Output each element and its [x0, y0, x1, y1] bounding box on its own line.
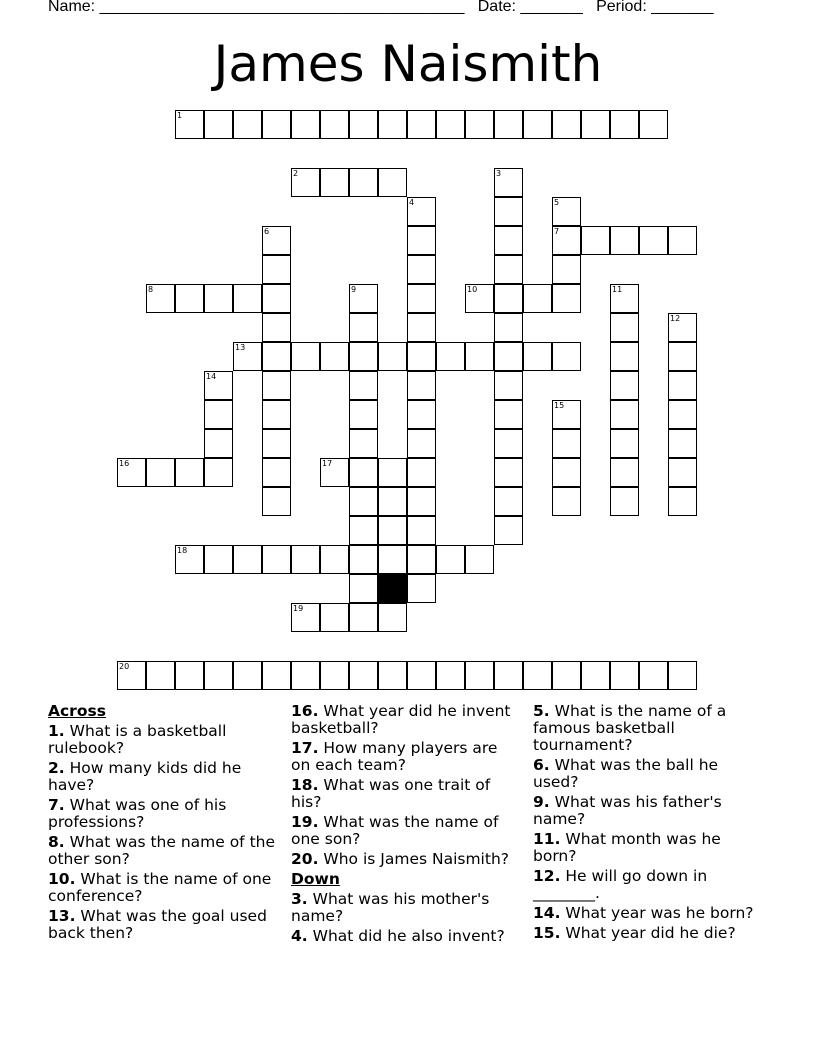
grid-cell[interactable] [552, 487, 581, 516]
clue-number-label: 20. [291, 850, 319, 868]
across-clue [48, 834, 278, 868]
clue-text: What is a basketball rulebook? [48, 722, 227, 757]
grid-cell[interactable] [668, 458, 697, 487]
grid-cell[interactable] [668, 313, 697, 342]
grid-cell[interactable] [262, 545, 291, 574]
grid-cell[interactable] [465, 342, 494, 371]
clue-number: 14 [206, 372, 217, 381]
grid-cell[interactable] [349, 516, 378, 545]
grid-cell[interactable] [233, 342, 262, 371]
grid-cell[interactable] [494, 429, 523, 458]
grid-cell[interactable] [610, 429, 639, 458]
grid-cell[interactable] [262, 661, 291, 690]
grid-cell[interactable] [523, 110, 552, 139]
grid-cell[interactable] [320, 661, 349, 690]
grid-cell[interactable] [349, 545, 378, 574]
grid-cell[interactable] [407, 516, 436, 545]
clue-number: 8 [148, 285, 154, 294]
clue-number-label: 7. [48, 796, 65, 814]
clue-number: 6 [264, 227, 270, 236]
clue-text: What did he also invent? [312, 927, 505, 945]
grid-cell[interactable] [146, 661, 175, 690]
grid-cell[interactable] [291, 545, 320, 574]
student-info-header [48, 0, 714, 16]
clue-number: 2 [293, 169, 299, 178]
down-clue [533, 831, 763, 865]
grid-cell[interactable] [349, 458, 378, 487]
grid-cell[interactable] [349, 313, 378, 342]
grid-cell[interactable] [262, 458, 291, 487]
date-field[interactable]: Date: _______ [477, 0, 583, 15]
clue-number: 18 [177, 546, 188, 555]
clue-number-label: 2. [48, 759, 65, 777]
grid-cell[interactable] [407, 197, 436, 226]
grid-cell[interactable] [175, 284, 204, 313]
grid-cell[interactable] [175, 458, 204, 487]
grid-cell[interactable] [175, 110, 204, 139]
grid-cell[interactable] [291, 110, 320, 139]
grid-cell[interactable] [262, 400, 291, 429]
grid-cell[interactable] [610, 284, 639, 313]
clue-number-label: 18. [291, 776, 319, 794]
grid-cell[interactable] [146, 458, 175, 487]
grid-cell[interactable] [407, 284, 436, 313]
across-clue [48, 908, 278, 942]
grid-cell[interactable] [494, 487, 523, 516]
grid-cell[interactable] [407, 313, 436, 342]
clue-text: What was the name of one son? [291, 813, 499, 848]
grid-cell[interactable] [494, 516, 523, 545]
grid-cell[interactable] [262, 342, 291, 371]
grid-cell[interactable] [465, 661, 494, 690]
grid-cell[interactable] [494, 400, 523, 429]
clue-text: What was his mother's name? [291, 890, 490, 925]
clue-number-label: 17. [291, 739, 319, 757]
grid-cell[interactable] [668, 429, 697, 458]
clue-number-label: 10. [48, 870, 76, 888]
grid-cell[interactable] [204, 110, 233, 139]
clue-text: What is the name of one conference? [48, 870, 272, 905]
grid-cell[interactable] [349, 429, 378, 458]
clues-column-3 [533, 703, 763, 945]
down-clue [533, 757, 763, 791]
grid-cell[interactable] [639, 226, 668, 255]
clue-number: 10 [467, 285, 478, 294]
grid-cell[interactable] [407, 661, 436, 690]
grid-cell[interactable] [262, 255, 291, 284]
grid-cell[interactable] [610, 371, 639, 400]
clue-text: What is the name of a famous basketball tournament? [533, 702, 727, 754]
grid-cell[interactable] [610, 661, 639, 690]
grid-cell[interactable] [204, 400, 233, 429]
grid-cell[interactable] [552, 400, 581, 429]
grid-cell[interactable] [610, 110, 639, 139]
grid-cell[interactable] [349, 487, 378, 516]
grid-cell[interactable] [320, 458, 349, 487]
grid-cell[interactable] [668, 342, 697, 371]
grid-cell[interactable] [320, 545, 349, 574]
grid-cell[interactable] [233, 661, 262, 690]
across-clue [48, 723, 278, 757]
grid-cell[interactable] [291, 661, 320, 690]
grid-cell[interactable] [349, 371, 378, 400]
clue-number-label: 5. [533, 702, 550, 720]
grid-cell[interactable] [465, 110, 494, 139]
grid-cell[interactable] [494, 313, 523, 342]
grid-cell[interactable] [494, 458, 523, 487]
grid-cell[interactable] [320, 110, 349, 139]
clue-number: 4 [409, 198, 415, 207]
grid-cell[interactable] [146, 284, 175, 313]
grid-cell[interactable] [552, 197, 581, 226]
grid-cell[interactable] [378, 168, 407, 197]
grid-cell[interactable] [407, 574, 436, 603]
clue-number-label: 19. [291, 813, 319, 831]
clue-number-label: 11. [533, 830, 561, 848]
grid-cell[interactable] [233, 545, 262, 574]
clue-number: 15 [554, 401, 565, 410]
down-heading: Down [291, 870, 340, 888]
clue-number-label: 1. [48, 722, 65, 740]
grid-cell[interactable] [291, 342, 320, 371]
grid-cell[interactable] [407, 458, 436, 487]
clue-number: 13 [235, 343, 246, 352]
clue-number-label: 16. [291, 702, 319, 720]
grid-cell[interactable] [552, 255, 581, 284]
grid-cell[interactable] [378, 516, 407, 545]
grid-cell[interactable] [668, 487, 697, 516]
clue-number: 17 [322, 459, 333, 468]
grid-cell[interactable] [204, 429, 233, 458]
grid-cell[interactable] [378, 342, 407, 371]
grid-cell[interactable] [494, 371, 523, 400]
grid-cell[interactable] [494, 342, 523, 371]
grid-cell[interactable] [552, 110, 581, 139]
clue-number-label: 14. [533, 904, 561, 922]
clue-number-label: 15. [533, 924, 561, 942]
grid-cell[interactable] [320, 168, 349, 197]
across-clue [48, 871, 278, 905]
grid-cell[interactable] [523, 342, 552, 371]
clue-number: 20 [119, 662, 130, 671]
grid-cell[interactable] [378, 458, 407, 487]
clues-column-1 [48, 700, 278, 945]
across-clue [48, 760, 278, 794]
grid-cell[interactable] [494, 661, 523, 690]
grid-cell[interactable] [349, 574, 378, 603]
across-clue [291, 851, 521, 868]
grid-cell[interactable] [436, 342, 465, 371]
grid-cell[interactable] [552, 342, 581, 371]
grid-cell[interactable] [610, 400, 639, 429]
clue-text: He will go down in ________. [533, 867, 708, 902]
grid-cell[interactable] [262, 284, 291, 313]
grid-cell[interactable] [320, 603, 349, 632]
grid-cell[interactable] [581, 110, 610, 139]
grid-cell[interactable] [291, 168, 320, 197]
clue-number-label: 6. [533, 756, 550, 774]
down-clue [291, 928, 521, 945]
grid-cell[interactable] [262, 110, 291, 139]
page-title: James Naismith [213, 35, 603, 93]
grid-cell[interactable] [494, 197, 523, 226]
down-clue [533, 794, 763, 828]
grid-cell[interactable] [262, 371, 291, 400]
grid-cell[interactable] [552, 661, 581, 690]
grid-cell[interactable] [436, 661, 465, 690]
grid-cell[interactable] [552, 284, 581, 313]
grid-cell[interactable] [291, 603, 320, 632]
down-clue [533, 925, 763, 942]
clue-number-label: 4. [291, 927, 308, 945]
clue-text: What month was he born? [533, 830, 721, 865]
across-clue [291, 814, 521, 848]
grid-cell[interactable] [378, 661, 407, 690]
down-clue [533, 703, 763, 754]
period-field[interactable]: Period: _______ [596, 0, 714, 15]
name-field[interactable]: Name: _________________________________________ [48, 0, 465, 15]
grid-cell[interactable] [349, 168, 378, 197]
grid-cell[interactable] [349, 400, 378, 429]
clue-number: 16 [119, 459, 130, 468]
grid-cell[interactable] [407, 429, 436, 458]
grid-cell[interactable] [639, 110, 668, 139]
grid-cell[interactable] [581, 661, 610, 690]
blocked-cell [378, 574, 407, 603]
grid-cell[interactable] [320, 342, 349, 371]
clue-number-label: 8. [48, 833, 65, 851]
clue-number: 19 [293, 604, 304, 613]
clue-text: What was one of his professions? [48, 796, 227, 831]
grid-cell[interactable] [204, 284, 233, 313]
clue-text: Who is James Naismith? [323, 850, 509, 868]
clue-text: How many kids did he have? [48, 759, 242, 794]
grid-cell[interactable] [407, 400, 436, 429]
grid-cell[interactable] [581, 226, 610, 255]
grid-cell[interactable] [349, 603, 378, 632]
grid-cell[interactable] [668, 371, 697, 400]
grid-cell[interactable] [494, 255, 523, 284]
grid-cell[interactable] [262, 429, 291, 458]
clue-text: What was the goal used back then? [48, 907, 267, 942]
clue-text: What was the ball he used? [533, 756, 719, 791]
grid-cell[interactable] [175, 661, 204, 690]
clue-number: 12 [670, 314, 681, 323]
grid-cell[interactable] [349, 342, 378, 371]
clue-text: What was one trait of his? [291, 776, 491, 811]
grid-cell[interactable] [262, 487, 291, 516]
grid-cell[interactable] [233, 110, 262, 139]
down-clue [533, 905, 763, 922]
across-clue [48, 797, 278, 831]
clue-number-label: 13. [48, 907, 76, 925]
grid-cell[interactable] [378, 545, 407, 574]
clue-text: How many players are on each team? [291, 739, 498, 774]
grid-cell[interactable] [262, 313, 291, 342]
grid-cell[interactable] [523, 284, 552, 313]
clue-number: 9 [351, 285, 357, 294]
grid-cell[interactable] [407, 255, 436, 284]
grid-cell[interactable] [552, 226, 581, 255]
grid-cell[interactable] [204, 458, 233, 487]
grid-cell[interactable] [407, 545, 436, 574]
down-clue [291, 891, 521, 925]
grid-cell[interactable] [407, 371, 436, 400]
grid-cell[interactable] [378, 110, 407, 139]
grid-cell[interactable] [407, 487, 436, 516]
clue-number-label: 12. [533, 867, 561, 885]
grid-cell[interactable] [610, 487, 639, 516]
grid-cell[interactable] [349, 661, 378, 690]
across-clue [291, 777, 521, 811]
grid-cell[interactable] [204, 661, 233, 690]
across-heading: Across [48, 702, 106, 720]
grid-cell[interactable] [494, 284, 523, 313]
grid-cell[interactable] [610, 342, 639, 371]
grid-cell[interactable] [610, 313, 639, 342]
clue-text: What year did he invent basketball? [291, 702, 511, 737]
clue-text: What was his father's name? [533, 793, 722, 828]
grid-cell[interactable] [262, 226, 291, 255]
across-clue [291, 703, 521, 737]
grid-cell[interactable] [610, 226, 639, 255]
grid-cell[interactable] [204, 545, 233, 574]
grid-cell[interactable] [204, 371, 233, 400]
clue-text: What year did he die? [565, 924, 736, 942]
grid-cell[interactable] [117, 458, 146, 487]
grid-cell[interactable] [494, 168, 523, 197]
clue-number: 11 [612, 285, 623, 294]
grid-cell[interactable] [407, 226, 436, 255]
grid-cell[interactable] [175, 545, 204, 574]
grid-cell[interactable] [668, 226, 697, 255]
clue-number-label: 9. [533, 793, 550, 811]
grid-cell[interactable] [610, 458, 639, 487]
grid-cell[interactable] [407, 342, 436, 371]
across-clue [291, 740, 521, 774]
grid-cell[interactable] [552, 429, 581, 458]
grid-cell[interactable] [639, 661, 668, 690]
grid-cell[interactable] [436, 110, 465, 139]
grid-cell[interactable] [668, 400, 697, 429]
grid-cell[interactable] [523, 661, 552, 690]
grid-cell[interactable] [233, 284, 262, 313]
grid-cell[interactable] [349, 110, 378, 139]
clue-number: 5 [554, 198, 560, 207]
clue-number: 7 [554, 227, 560, 236]
grid-cell[interactable] [407, 110, 436, 139]
down-clue [533, 868, 763, 902]
clues-column-2 [291, 703, 521, 948]
grid-cell[interactable] [349, 284, 378, 313]
grid-cell[interactable] [494, 226, 523, 255]
grid-cell[interactable] [378, 603, 407, 632]
grid-cell[interactable] [378, 487, 407, 516]
grid-cell[interactable] [465, 284, 494, 313]
grid-cell[interactable] [436, 545, 465, 574]
clue-number: 3 [496, 169, 502, 178]
clue-number-label: 3. [291, 890, 308, 908]
clue-text: What year was he born? [565, 904, 754, 922]
grid-cell[interactable] [668, 661, 697, 690]
clue-text: What was the name of the other son? [48, 833, 276, 868]
grid-cell[interactable] [494, 110, 523, 139]
grid-cell[interactable] [465, 545, 494, 574]
grid-cell[interactable] [117, 661, 146, 690]
clue-number: 1 [177, 111, 183, 120]
grid-cell[interactable] [552, 458, 581, 487]
